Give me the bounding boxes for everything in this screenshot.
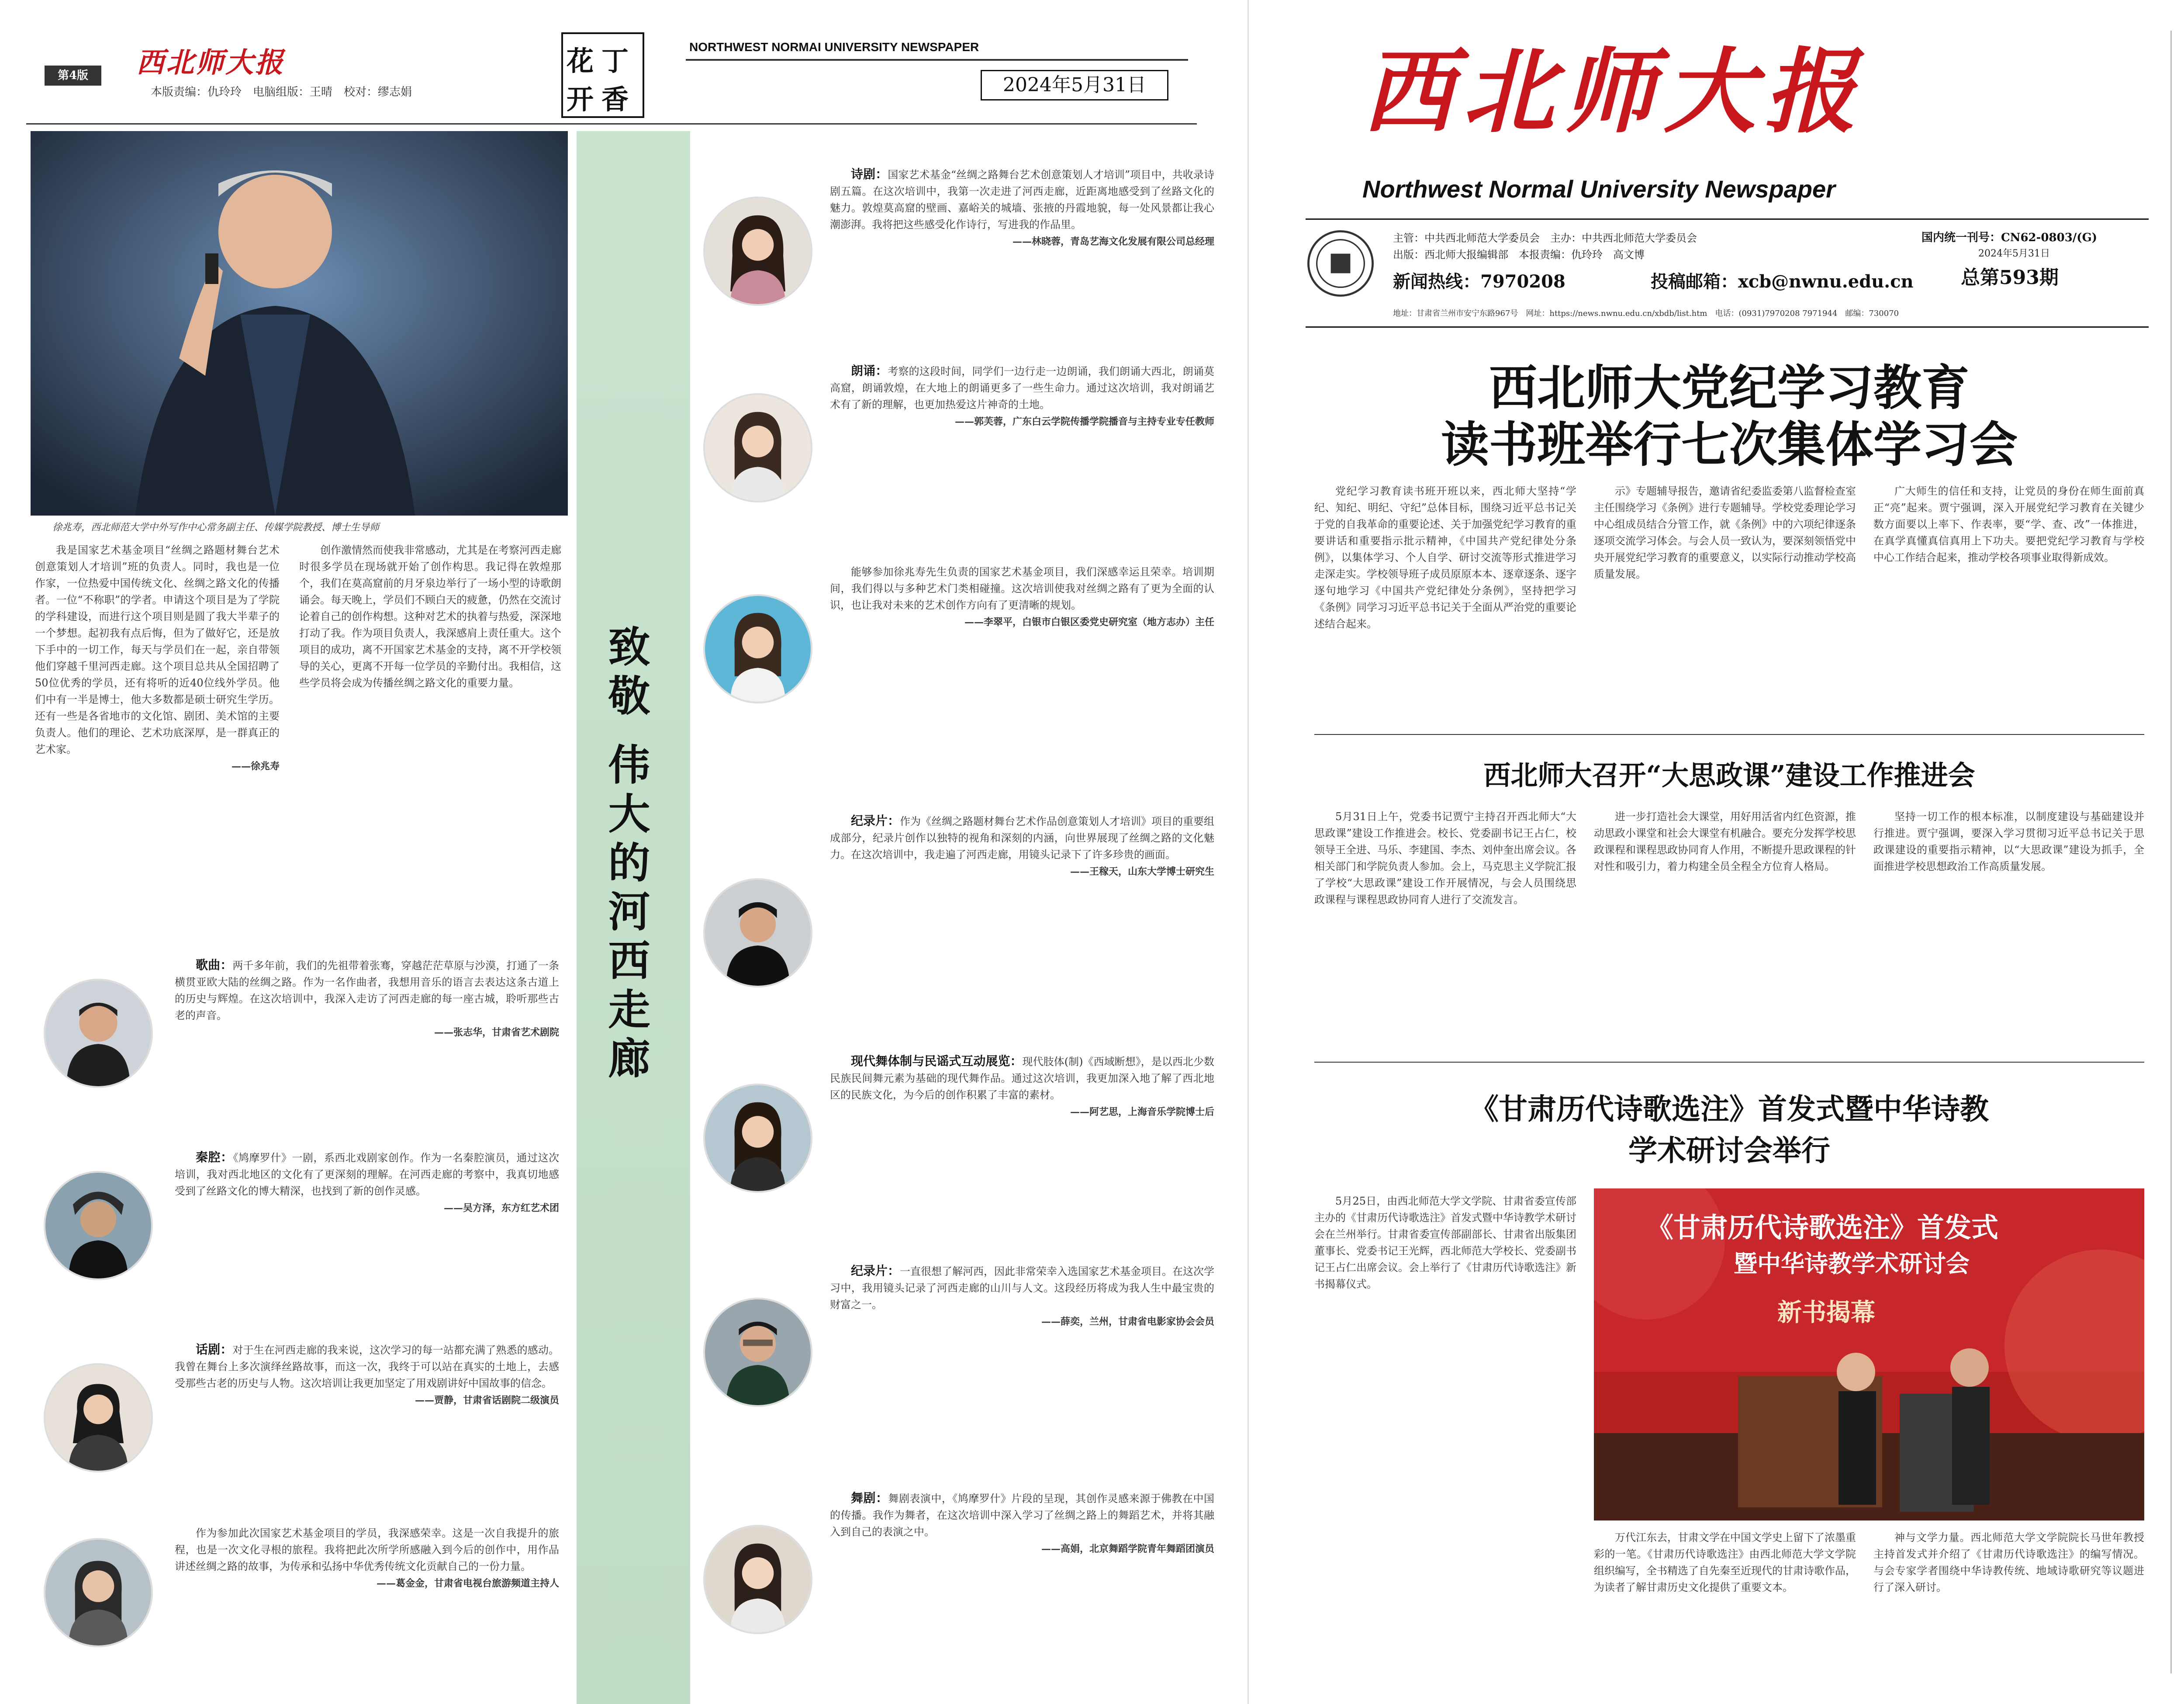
gansu-col-2: 万代江东去，甘肃文学在中国文学史上留下了浓墨重彩的一笔。《甘肃历代诗歌选注》由西北师范大学文学院组织编写，全书精选了自先秦至近现代的甘肃诗歌作品，为读者了解甘肃历史文化提供了重要文本。 xyxy=(1594,1531,1856,1593)
host: 主管：中共西北师范大学委员会 主办：中共西北师范大学委员会 xyxy=(1393,232,1697,244)
hero-photo xyxy=(31,131,568,516)
page-badge: 第4版 xyxy=(45,66,101,86)
dszz-title: 西北师大召开“大思政课”建设工作推进会 xyxy=(1483,759,1975,791)
lead-col-2: 示》专题辅导报告，邀请省纪委监委第八监督检查室主任围绕学习《条例》进行专题辅导。学校党委理论学习中心组成员结合分管工作，就《条例》中的六项纪律逐条逐项交流学习体会。与会人员一致认为，要深刻领悟党中央开展党纪学习教育的重要意义，以实际行动推动学校高质量发展。 xyxy=(1594,485,1856,580)
feature-title-1: 致敬 xyxy=(601,625,651,723)
right-page xyxy=(1249,0,2184,1704)
hotline: 新闻热线：7970208 xyxy=(1393,271,1565,292)
gansu-col-1: 5月25日，由西北师范大学文学院、甘肃省委宣传部主办的《甘肃历代诗歌选注》首发式暨中华诗教学术研讨会在兰州举行。甘肃省委宣传部副部长、甘肃省出版集团董事长、党委书记王光辉，西北师范大学校长、党委副书记王占仁出席会议。会上举行了《甘肃历代诗歌选注》新书揭幕仪式。 xyxy=(1314,1195,1576,1290)
testimonial-2: 秦腔：《鸠摩罗什》一剧，系西北戏剧家创作。作为一名秦腔演员，通过这次培训，我对西北地区的文化有了更深刻的理解。在河西走廊的考察中，我真切地感受到了丝路文化的博大精深，也找到了新的创作灵感。 ——吴方泽，东方红艺术团 xyxy=(31,1145,563,1328)
masthead-cn: 西北师大报 xyxy=(1362,38,1865,145)
testimonial-3: 话剧：对于生在河西走廊的我来说，这次学习的每一站都充满了熟悉的感动。我曾在舞台上多次演绎丝路故事，而这一次，我终于可以站在真实的土地上，去感受那些古老的历史与人物。这次培训让我更加坚定了用戏剧讲好中国故事的信念。 ——贾静，甘肃省话剧院二级演员 xyxy=(31,1337,563,1520)
r-portrait-3 xyxy=(703,594,812,703)
issue-total: 总第593期 xyxy=(1961,267,2059,289)
lead-col-3: 广大师生的信任和支持，让党员的身份在师生面前真正“亮”起来。贾宁强调，深入开展党纪学习教育在关键少数方面要以上率下、作表率，要“学、查、改”一体推进，在真学真懂真信真用上下功夫。要把党纪学习教育与学校中心工作结合起来，推动学校各项事业取得新成效。 xyxy=(1873,485,2144,564)
intro-column-2: 创作激情然而使我非常感动，尤其是在考察河西走廊时很多学员在现场就开始了创作构思。我记得在敦煌那个，我们在莫高窟前的月牙泉边举行了一场小型的诗歌朗诵会。每天晚上，学员们不顾白天的疲惫，仍然在交流讨论着自己的创作构想。这种对艺术的执着与热爱，深深地打动了我。作为项目负责人，我深感肩上责任重大。这个项目的成功，离不开国家艺术基金的支持，离不开学校领导的关心，更离不开每一位学员的辛勤付出。我相信，这些学员将会成为传播丝绸之路文化的重要力量。 xyxy=(299,544,561,689)
masthead-script: 西北师大报 xyxy=(136,46,285,79)
r-testimonial-2: 朗诵：考察的这段时间，同学们一边行走一边朗诵，我们朗诵大西北，朗诵莫高窟，朗诵敦煌，在大地上的朗诵更多了一些生命力。通过这次培训，我对朗诵艺术有了新的理解，也更加热爱这片神奇的土地。 ——郭芙蓉，广东白云学院传播学院播音与主持专业专任教师 xyxy=(699,358,1219,542)
banner-text-3: 新书揭幕 xyxy=(1777,1298,1875,1327)
r-portrait-5 xyxy=(703,1084,812,1193)
dszz-col-1: 5月31日上午，党委书记贾宁主持召开西北师大“大思政课”建设工作推进会。校长、党委副书记王占仁，校领导王全进、马乐、李建国、李杰、刘仲奎出席会议。各相关部门和学院负责人参加。会上，马克思主义学院汇报了学校“大思政课”建设工作开展情况，与会人员围绕思政课程与课程思政协同育人进行了交流发言。 xyxy=(1314,810,1576,906)
column-name-1: 花丁 xyxy=(567,45,637,77)
r-portrait-2 xyxy=(703,393,812,502)
info-block xyxy=(1306,218,2149,328)
gansu-photo xyxy=(1594,1188,2144,1520)
banner-text-2: 暨中华诗教学术研讨会 xyxy=(1734,1250,1970,1278)
r-portrait-1 xyxy=(703,197,812,306)
header-bottom-rule xyxy=(26,123,1197,125)
portrait-1 xyxy=(44,979,153,1088)
portrait-3 xyxy=(44,1363,153,1472)
column-name-box xyxy=(561,32,644,118)
lead-col-1: 党纪学习教育读书班开班以来，西北师大坚持“学纪、知纪、明纪、守纪”总体目标，围绕习近平总书记关于党的自我革命的重要论述、关于加强党纪学习教育的重要讲话和重要指示批示精神，《中国共产党纪律处分条例》，以集体学习、个人自学、研讨交流等形式推进学习走深走实。学校领导班子成员原原本本、逐章逐条、逐字逐句地学习《中国共产党纪律处分条例》，坚持把学习《条例》同学习习近平总书记关于全面从严治党的重要论述结合起来。 xyxy=(1314,485,1576,630)
newspaper-en: NORTHWEST NORMAI UNIVERSITY NEWSPAPER xyxy=(689,40,979,54)
r-portrait-6 xyxy=(703,1298,812,1407)
lead-title-1: 西北师大党纪学习教育 xyxy=(1489,360,1970,416)
column-name-2: 开香 xyxy=(567,83,637,115)
date-box: 2024年5月31日 xyxy=(981,70,1168,100)
feature-title-2: 伟大的河西走廊 xyxy=(601,743,651,1085)
portrait-4 xyxy=(44,1538,153,1647)
r-testimonial-5: 现代舞体制与民谣式互动展览：现代肢体(制)《西域断想》，是以西北少数民族民间舞元素为基础的现代舞作品。通过这次培训，我更加深入地了解了西北地区的民族文化，为今后的创作积累了丰富的素材。 ——阿艺思，上海音乐学院博士后 xyxy=(699,1049,1219,1241)
hero-caption: 徐兆寿，西北师范大学中外写作中心常务副主任、传媒学院教授、博士生导师 xyxy=(52,522,380,533)
gansu-col-3: 神与文学力量。西北师范大学文学院院长马世年教授主持首发式并介绍了《甘肃历代诗歌选注》的编写情况。与会专家学者围绕中华诗教传统、地域诗歌研究等议题进行了深入研讨。 xyxy=(1873,1531,2144,1593)
testimonial-4: 作为参加此次国家艺术基金项目的学员，我深感荣幸。这是一次自我提升的旅程，也是一次文化寻根的旅程。我将把此次所学所感融入到今后的创作中，用作品讲述丝绸之路的故事，为传承和弘扬中华优秀传统文化贡献自己的一份力量。 ——葛金金，甘肃省电视台旅游频道主持人 xyxy=(31,1520,563,1695)
r-portrait-4 xyxy=(703,878,812,987)
intro-column-1: 我是国家艺术基金项目“丝绸之路题材舞台艺术创意策划人才培训”班的负责人。同时，我也是一位作家，一位热爱中国传统文化、丝绸之路文化的传播者。一位“不称职”的学者。申请这个项目是为了学院的学科建设，而进行这个项目则是圆了我大半辈子的一个梦想。起初我有点后悔，但为了做好它，还是放下手中的一切工作，每天与学员们在一起，亲自带领他们穿越千里河西走廊。这个项目总共从全国招聘了50位优秀的学员，还有将听的近40位线外学员。他们中有一半是博士，他大多数都是硕士研究生学历。还有一些是各省地市的文化馆、剧团、美术馆的主要负责人。他们的理论、艺术功底深厚，是一群真正的艺术家。 ——徐兆寿 xyxy=(35,544,280,772)
gansu-title-1: 《甘肃历代诗歌选注》首发式暨中华诗教 xyxy=(1470,1092,1989,1126)
r-testimonial-3: 能够参加徐兆寿先生负责的国家艺术基金项目，我们深感幸运且荣幸。培训期间，我们得以与多种艺术门类相碰撞。这次培训使我对丝绸之路有了更为全面的认识，也让我对未来的艺术创作方向有了更清晰的规划。 ——李翠平，白银市白银区委党史研究室（地方志办）主任 xyxy=(699,551,1219,795)
masthead-en: Northwest Normal University Newspaper xyxy=(1362,175,1835,203)
seal-icon xyxy=(1306,229,1375,298)
cn-number: 国内统一刊号：CN62-0803/(G) xyxy=(1921,231,2098,244)
dszz-col-2: 进一步打造社会大课堂，用好用活省内红色资源，推动思政小课堂和社会大课堂有机融合。要充分发挥学校思政课程和课程思政协同育人作用，不断提升思政课程的针对性和吸引力，着力构建全员全程全方位育人格局。 xyxy=(1594,810,1856,873)
label-3: 话剧： xyxy=(196,1342,233,1357)
credits: 本版责编：仇玲玲 电脑组版：王晴 校对：缪志娟 xyxy=(151,86,412,99)
label-2: 秦腔： xyxy=(196,1150,233,1164)
r-testimonial-7: 舞剧：舞剧表演中，《鸠摩罗什》片段的呈现，其创作灵感来源于佛教在中国的传播。我作为舞者，在这次培训中深入学习了丝绸之路上的舞蹈艺术，并将其融入到自己的表演之中。 ——高娟，北京舞蹈学院青年舞蹈团演员 xyxy=(699,1477,1219,1695)
dszz-col-3: 坚持一切工作的根本标准，以制度建设与基础建设并行推进。贾宁强调，要深入学习贯彻习近平总书记关于思政课建设的重要指示精神，以“大思政课”建设为抓手，全面推进学校思想政治工作高质量发展。 xyxy=(1873,810,2144,873)
lead-title-2: 读书班举行七次集体学习会 xyxy=(1441,416,2018,473)
banner-text-1: 《甘肃历代诗歌选注》首发式 xyxy=(1646,1212,1999,1243)
r-testimonial-6: 纪录片：一直很想了解河西，因此非常荣幸入选国家艺术基金项目。在这次学习中，我用镜头记录了河西走廊的山川与人文。这段经历将成为我人生中最宝贵的财富之一。 ——薛奕，兰州，甘肃省电影家协会会员 xyxy=(699,1250,1219,1468)
portrait-2 xyxy=(44,1171,153,1280)
gansu-title-2: 学术研讨会举行 xyxy=(1628,1133,1830,1167)
header-rule xyxy=(686,59,1188,61)
r-testimonial-4: 纪录片：作为《丝绸之路题材舞台艺术作品创意策划人才培训》项目的重要组成部分，纪录片创作以独特的视角和深刻的内涵，向世界展现了丝绸之路的文化魅力。在这次培训中，我走遍了河西走廊，用镜头记录下了许多珍贵的画面。 ——王稼天，山东大学博士研究生 xyxy=(699,800,1219,1044)
email: 投稿邮箱：xcb@nwnu.edu.cn xyxy=(1651,271,1914,292)
testimonial-1: 歌曲：两千多年前，我们的先祖带着张骞，穿越茫茫草原与沙漠，打通了一条横贯亚欧大陆的丝绸之路。作为一名作曲者，我想用音乐的语言去表达这条古道上的历史与辉煌。在这次培训中，我深入走访了河西走廊的每一座古城，聆听那些古老的声音。 ——张志华，甘肃省艺术剧院 xyxy=(31,952,563,1136)
r-portrait-7 xyxy=(703,1525,812,1634)
label-1: 歌曲： xyxy=(196,958,233,972)
issue-date: 2024年5月31日 xyxy=(1978,248,2050,259)
r-testimonial-1: 诗剧：国家艺术基金“丝绸之路舞台艺术创意策划人才培训”项目中，共收录诗剧五篇。在这次培训中，我第一次走进了河西走廊，近距离地感受到了丝路文化的魅力。敦煌莫高窟的壁画、嘉峪关的城墙、张掖的丹霞地貌，每一处风景都让我心潮澎湃。我将把这些感受化作诗行，写进我的作品里。 ——林晓蓉，青岛艺海文化发展有限公司总经理 xyxy=(699,131,1219,350)
address: 地址：甘肃省兰州市安宁东路967号 网址：https://news.nwnu.edu.cn/xbdb/list.htm 电话：(0931)7970208 7971944 邮编：730070 xyxy=(1393,309,1899,318)
publisher: 出版：西北师大报编辑部 本报责编：仇玲玲 高文博 xyxy=(1393,249,1645,261)
